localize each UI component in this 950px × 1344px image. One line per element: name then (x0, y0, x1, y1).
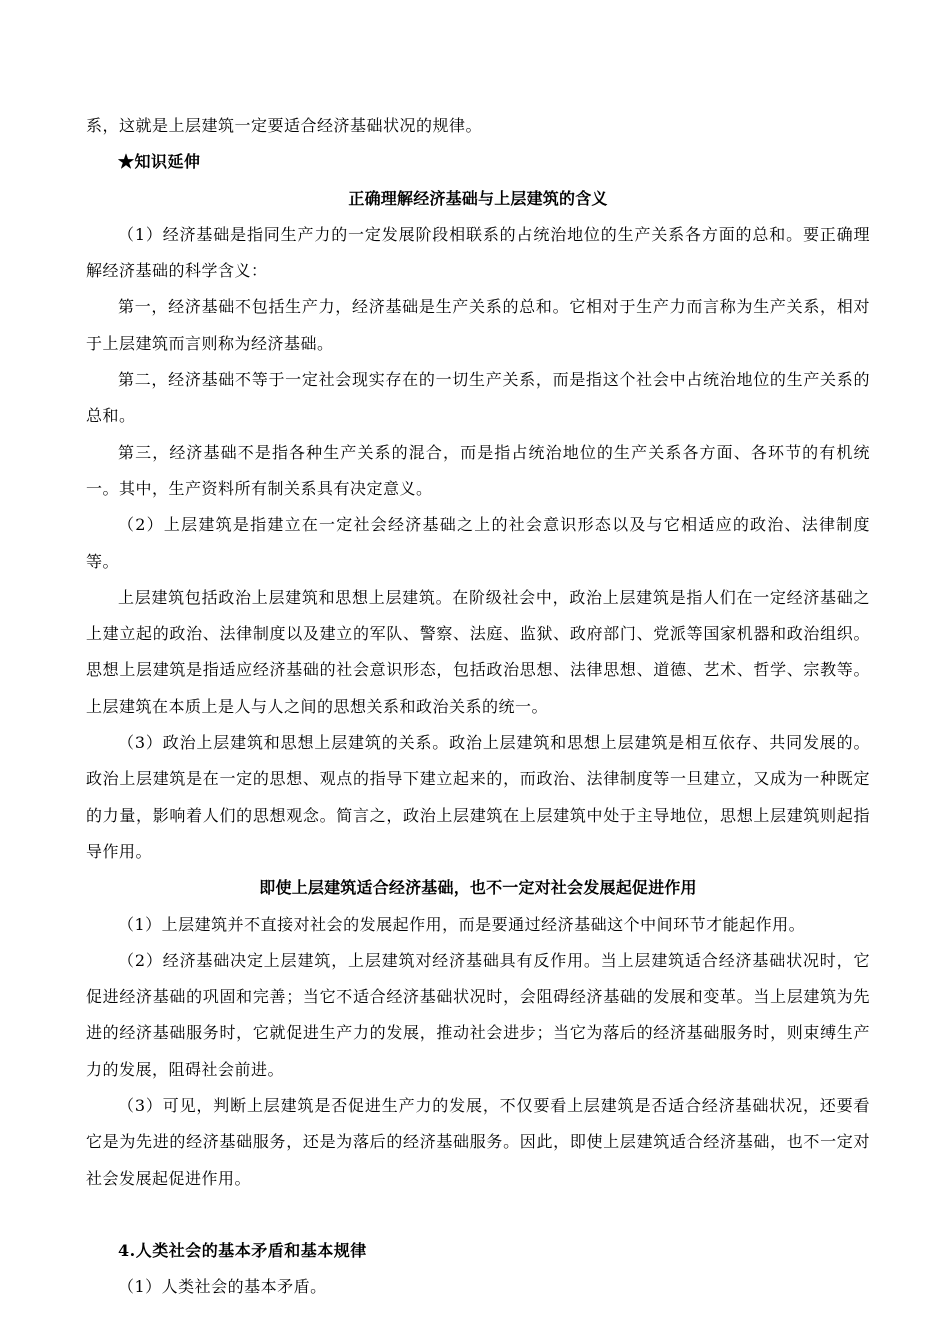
document-body (86, 108, 870, 1306)
paragraph-judgement: （3）可见，判断上层建筑是否促进生产力的发展，不仅要看上层建筑是否适合经济基础状况，还要看它是为先进的经济基础服务，还是为落后的经济基础服务。因此，即使上层建筑适合经济基础，也不一定对社会发展起促进作用。 (86, 1096, 870, 1188)
knowledge-extension-label: ★知识延伸 (118, 152, 201, 172)
paragraph-basic-contradiction: （1）人类社会的基本矛盾。 (118, 1277, 327, 1297)
paragraph-political-ideological-relation: （3）政治上层建筑和思想上层建筑的关系。政治上层建筑和思想上层建筑是相互依存、共同发展的。政治上层建筑是在一定的思想、观点的指导下建立起来的，而政治、法律制度等一旦建立，又成为一种既定的力量，影响着人们的思想观念。简言之，政治上层建筑在上层建筑中处于主导地位，思想上层建筑则起指导作用。 (86, 733, 870, 861)
subheading-not-necessarily-promote: 即使上层建筑适合经济基础，也不一定对社会发展起促进作用 (259, 878, 697, 898)
paragraph-superstructure-definition: （2）上层建筑是指建立在一定社会经济基础之上的社会意识形态以及与它相适应的政治、法律制度等。 (86, 515, 870, 571)
paragraph-superstructure-types: 上层建筑包括政治上层建筑和思想上层建筑。在阶级社会中，政治上层建筑是指人们在一定经济基础之上建立起的政治、法律制度以及建立的军队、警察、法庭、监狱、政府部门、党派等国家机器和政治组织。思想上层建筑是指适应经济基础的社会意识形态，包括政治思想、法律思想、道德、艺术、哲学、宗教等。上层建筑在本质上是人与人之间的思想关系和政治关系的统一。 (86, 587, 870, 716)
paragraph-continuation: 系，这就是上层建筑一定要适合经济基础状况的规律。 (86, 116, 483, 135)
paragraph-reaction-effect: （2）经济基础决定上层建筑，上层建筑对经济基础具有反作用。当上层建筑适合经济基础状况时，它促进经济基础的巩固和完善；当它不适合经济基础状况时，会阻碍经济基础的发展和变革。当上层建筑为先进的经济基础服务时，它就促进生产力的发展，推动社会进步；当它为落后的经济基础服务时，则束缚生产力的发展，阻碍社会前进。 (86, 950, 870, 1079)
paragraph-first-point: 第一，经济基础不包括生产力，经济基础是生产关系的总和。它相对于生产力而言称为生产关系，相对于上层建筑而言则称为经济基础。 (86, 297, 870, 353)
paragraph-indirect-effect: （1）上层建筑并不直接对社会的发展起作用，而是要通过经济基础这个中间环节才能起作用。 (118, 914, 806, 934)
subheading-base-superstructure-meaning: 正确理解经济基础与上层建筑的含义 (348, 188, 608, 208)
paragraph-second-point: 第二，经济基础不等于一定社会现实存在的一切生产关系，而是指这个社会中占统治地位的生产关系的总和。 (86, 370, 870, 426)
paragraph-economic-base-definition: （1）经济基础是指同生产力的一定发展阶段相联系的占统治地位的生产关系各方面的总和。要正确理解经济基础的科学含义： (86, 224, 870, 281)
paragraph-third-point: 第三，经济基础不是指各种生产关系的混合，而是指占统治地位的生产关系各方面、各环节的有机统一。其中，生产资料所有制关系具有决定意义。 (86, 442, 870, 498)
section-title-basic-contradiction: 4.人类社会的基本矛盾和基本规律 (118, 1240, 367, 1260)
